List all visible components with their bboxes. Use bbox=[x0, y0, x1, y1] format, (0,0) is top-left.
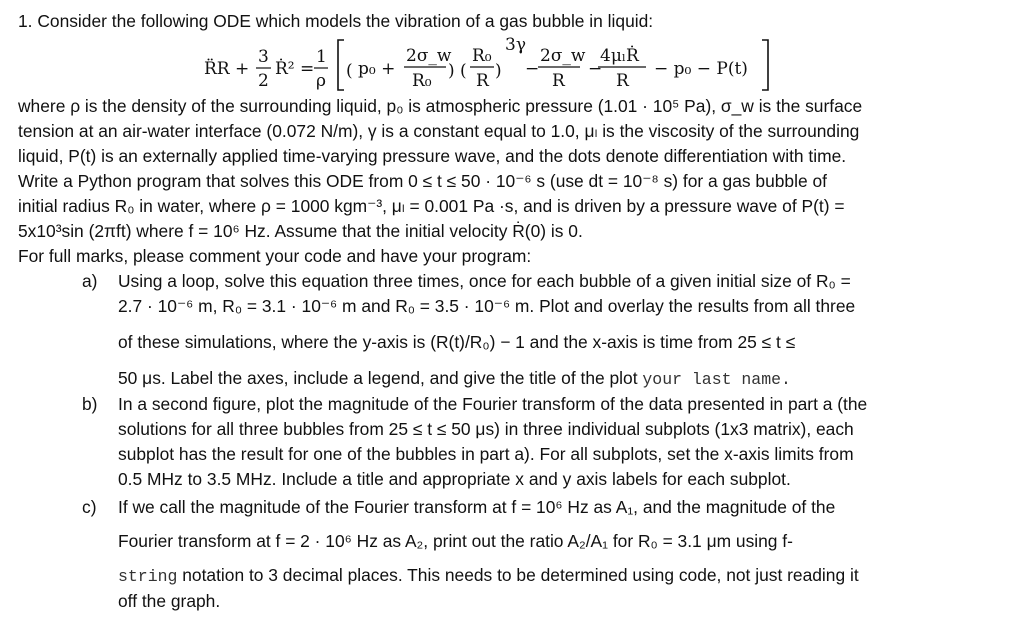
eq-paren-2: ( bbox=[460, 61, 467, 81]
part-b-line-2: solutions for all three bubbles from 25 ≤ t ≤ 50 μs) in three individual subplots (1x3 matrix), each bbox=[118, 419, 854, 439]
eq-minus-2: − bbox=[588, 59, 603, 79]
eq-lhs-a: R̈R + bbox=[204, 59, 250, 79]
part-c-code-string: string bbox=[118, 567, 178, 586]
eq-twosig-num: 2σ_w bbox=[406, 46, 452, 66]
part-b-label: b) bbox=[82, 394, 98, 414]
body-line-3: liquid, P(t) is an externally applied time-varying pressure wave, and the dots denote differentiation with time. bbox=[18, 146, 847, 166]
part-b-line-4: 0.5 MHz to 3.5 MHz. Include a title and appropriate x and y axis labels for each subplot. bbox=[118, 469, 791, 489]
body-line-5: initial radius R₀ in water, where ρ = 1000 kgm⁻³, μₗ = 0.001 Pa ·s, and is driven by a pressure wave of P(t) = bbox=[18, 196, 845, 216]
eq-twosig-num-2: 2σ_w bbox=[540, 46, 586, 66]
part-b-line-1: In a second figure, plot the magnitude of the Fourier transform of the data presented in part a (the bbox=[118, 394, 868, 414]
part-a-line-1: Using a loop, solve this equation three times, once for each bubble of a given initial size of R₀ = bbox=[118, 271, 851, 291]
eq-minus-1: − bbox=[525, 59, 540, 79]
eq-bracket-close bbox=[762, 40, 768, 90]
eq-paren-2-close: ) bbox=[495, 61, 502, 81]
part-c-line-1: If we call the magnitude of the Fourier transform at f = 10⁶ Hz as A₁, and the magnitude of the bbox=[118, 497, 836, 517]
question-intro: 1. Consider the following ODE which models the vibration of a gas bubble in liquid: bbox=[18, 11, 654, 31]
part-b-line-3: subplot has the result for one of the bubbles in part a). For all subplots, set the x-axis limits from bbox=[118, 444, 854, 464]
eq-paren-1: ( bbox=[346, 61, 353, 81]
body-line-6: 5x10³sin (2πft) where f = 10⁶ Hz. Assume that the initial velocity Ṙ(0) is 0. bbox=[18, 221, 583, 241]
eq-r-den-2: R bbox=[552, 71, 565, 91]
eq-r0-den: R₀ bbox=[412, 71, 432, 91]
eq-paren-1-close: ) bbox=[448, 61, 455, 81]
eq-exponent: 3γ bbox=[505, 35, 526, 55]
eq-frac32-den: 2 bbox=[258, 71, 269, 91]
part-c-line-2: Fourier transform at f = 2 · 10⁶ Hz as A₂, print out the ratio A₂/A₁ for R₀ = 3.1 μm using f- bbox=[118, 531, 793, 551]
eq-fourmu-num: 4μₗṘ bbox=[600, 46, 639, 66]
eq-r-den-3: R bbox=[616, 71, 629, 91]
body-line-1: where ρ is the density of the surrounding liquid, p₀ is atmospheric pressure (1.01 · 10⁵ Pa), σ_w is the surface bbox=[18, 96, 863, 116]
part-c-label: c) bbox=[82, 497, 97, 517]
part-a-label: a) bbox=[82, 271, 98, 291]
eq-frac-rho-den: ρ bbox=[316, 71, 326, 91]
eq-frac-rho-num: 1 bbox=[316, 47, 327, 67]
part-a-code-your-last-name: your last name. bbox=[642, 370, 791, 389]
body-line-7: For full marks, please comment your code and have your program: bbox=[18, 246, 532, 266]
eq-p0-plus: p₀ + bbox=[358, 59, 396, 79]
eq-lhs-b: Ṙ² = bbox=[275, 59, 315, 79]
part-c-line-3-text: notation to 3 decimal places. This needs to be determined using code, not just reading it bbox=[177, 565, 859, 585]
part-a-line-2: 2.7 · 10⁻⁶ m, R₀ = 3.1 · 10⁻⁶ m and R₀ = 3.5 · 10⁻⁶ m. Plot and overlay the results from all three bbox=[118, 296, 856, 316]
eq-frac32-num: 3 bbox=[258, 47, 269, 67]
eq-r0-num: R₀ bbox=[472, 46, 492, 66]
part-c-line-4: off the graph. bbox=[118, 591, 221, 611]
eq-r-den: R bbox=[476, 71, 489, 91]
part-a-line-4 bbox=[118, 367, 791, 391]
bubble-ode-equation bbox=[0, 32, 1024, 96]
part-c-line-3 bbox=[118, 564, 859, 588]
part-a-line-3: of these simulations, where the y-axis is (R(t)/R₀) − 1 and the x-axis is time from 25 ≤ t ≤ bbox=[118, 332, 796, 352]
eq-bracket-open bbox=[338, 40, 344, 90]
body-line-2: tension at an air-water interface (0.072 N/m), γ is a constant equal to 1.0, μₗ is the viscosity of the surrounding bbox=[18, 121, 860, 141]
eq-tail: − p₀ − P(t) bbox=[654, 59, 748, 79]
part-a-line-4-text: 50 μs. Label the axes, include a legend, and give the title of the plot bbox=[118, 368, 638, 388]
body-line-4: Write a Python program that solves this ODE from 0 ≤ t ≤ 50 · 10⁻⁶ s (use dt = 10⁻⁸ s) for a gas bubble of bbox=[18, 171, 827, 191]
